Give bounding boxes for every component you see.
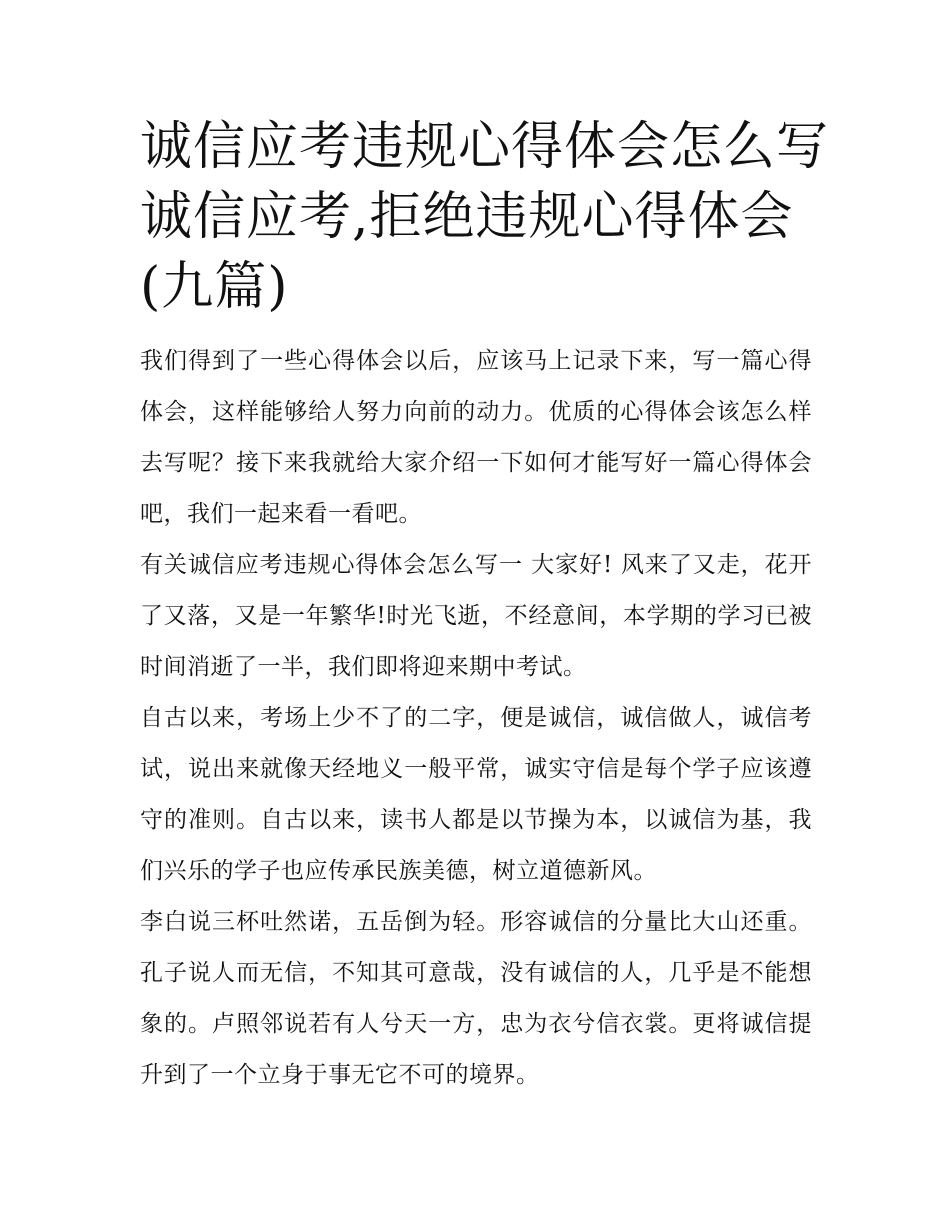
paragraph-2: 自古以来，考场上少不了的二字，便是诚信，诚信做人，诚信考试，说出来就像天经地义一般平常，诚实守信是每个学子应该遵守的准则。自古以来，读书人都是以节操为本，以诚信为基，我们兴乐的学子也应传承民族美德，树立道德新风。	[140, 705, 812, 884]
document-page	[140, 112, 830, 1101]
title-line-2: 诚信应考,拒绝违规心得体会	[140, 187, 794, 247]
paragraph-intro: 我们得到了一些心得体会以后，应该马上记录下来，写一篇心得体会，这样能够给人努力向前的动力。优质的心得体会该怎么样去写呢？接下来我就给大家介绍一下如何才能写好一篇心得体会吧，我们一起来看一看吧。	[140, 348, 812, 527]
paragraph-3: 李白说三杯吐然诺，五岳倒为轻。形容诚信的分量比大山还重。孔子说人而无信，不知其可意哉，没有诚信的人，几乎是不能想象的。卢照邻说若有人兮天一方，忠为衣兮信衣裳。更将诚信提升到了一个立身于事无它不可的境界。	[140, 909, 812, 1088]
document-title	[140, 112, 830, 322]
title-line-3: (九篇)	[140, 257, 289, 317]
title-line-1: 诚信应考违规心得体会怎么写	[140, 117, 830, 177]
paragraph-1: 有关诚信应考违规心得体会怎么写一 大家好! 风来了又走，花开了又落，又是一年繁华!时光飞逝，不经意间，本学期的学习已被时间消逝了一半，我们即将迎来期中考试。	[140, 552, 812, 680]
